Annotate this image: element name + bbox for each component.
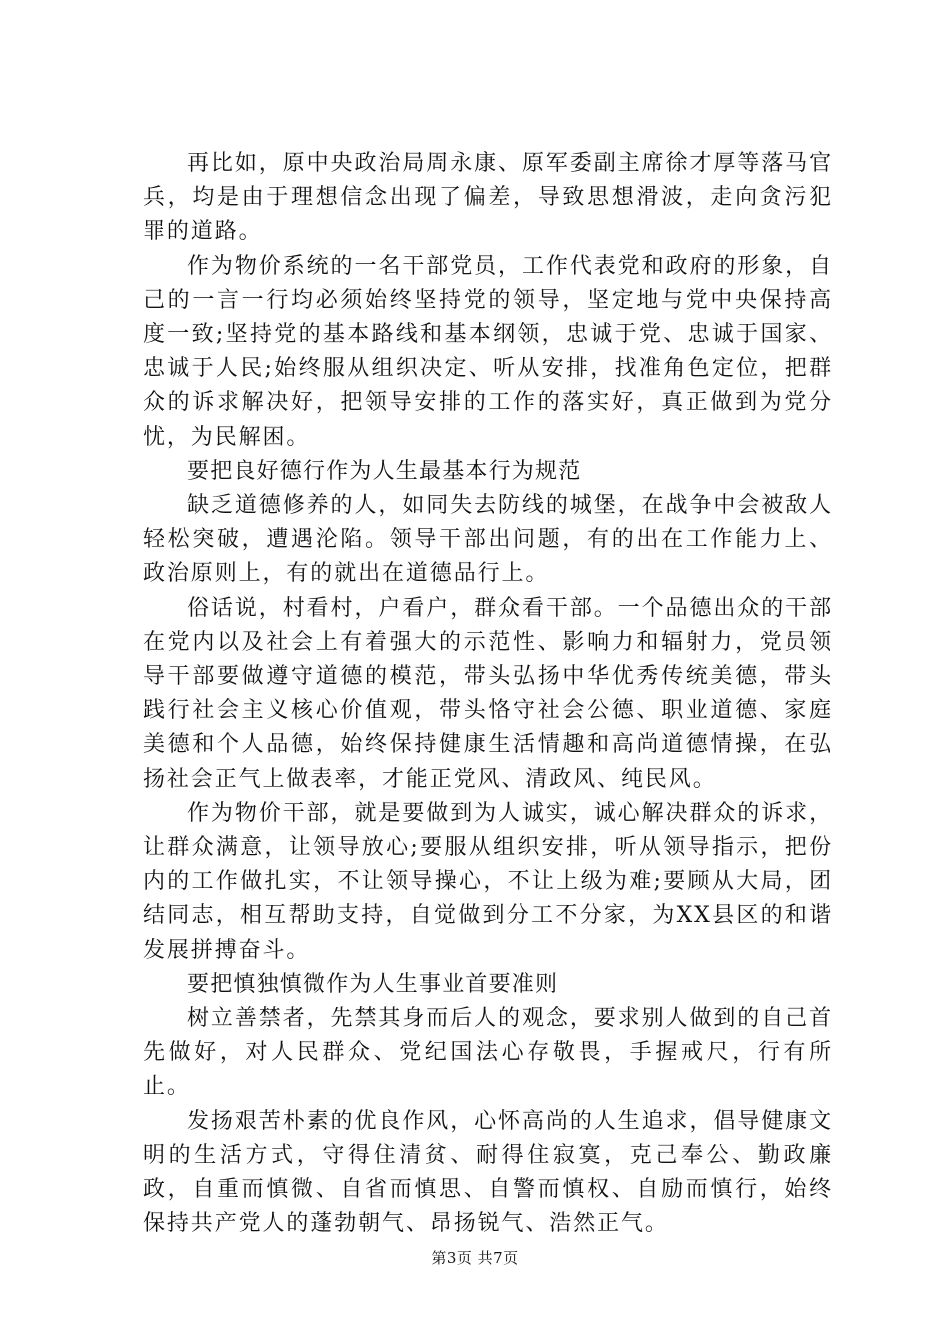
paragraph: 树立善禁者，先禁其身而后人的观念，要求别人做到的自己首先做好，对人民群众、党纪国法心存敬畏，手握戒尺，行有所止。 [143, 1006, 833, 1100]
section-heading: 要把良好德行作为人生最基本行为规范 [187, 458, 582, 484]
paragraph: 作为物价系统的一名干部党员，工作代表党和政府的形象，自己的一言一行均必须始终坚持党的领导，坚定地与党中央保持高度一致;坚持党的基本路线和基本纲领，忠诚于党、忠诚于国家、忠诚于人民;始终服从组织决定、听从安排，找准角色定位，把群众的诉求解决好，把领导安排的工作的落实好，真正做到为党分忧，为民解困。 [143, 253, 833, 450]
paragraph: 俗话说，村看村，户看户，群众看干部。一个品德出众的干部在党内以及社会上有着强大的示范性、影响力和辐射力，党员领导干部要做遵守道德的模范，带头弘扬中华优秀传统美德，带头践行社会主义核心价值观，带头恪守社会公德、职业道德、家庭美德和个人品德，始终保持健康生活情趣和高尚道德情操，在弘扬社会正气上做表率，才能正党风、清政风、纯民风。 [143, 595, 833, 792]
paragraph: 发扬艰苦朴素的优良作风，心怀高尚的人生追求，倡导健康文明的生活方式，守得住清贫、耐得住寂寞，克己奉公、勤政廉政，自重而慎微、自省而慎思、自警而慎权、自励而慎行，始终保持共产党人的蓬勃朝气、昂扬锐气、浩然正气。 [143, 1108, 833, 1237]
section-heading: 要把慎独慎微作为人生事业首要准则 [187, 971, 559, 997]
paragraph: 缺乏道德修养的人，如同失去防线的城堡，在战争中会被敌人轻松突破，遭遇沦陷。领导干部出问题，有的出在工作能力上、政治原则上，有的就出在道德品行上。 [143, 493, 833, 587]
document-body [143, 147, 833, 1242]
paragraph: 再比如，原中央政治局周永康、原军委副主席徐才厚等落马官兵，均是由于理想信念出现了偏差，导致思想滑波，走向贪污犯罪的道路。 [143, 151, 833, 245]
page-number-footer: 第3页 共7页 [431, 1249, 519, 1267]
paragraph: 作为物价干部，就是要做到为人诚实，诚心解决群众的诉求，让群众满意，让领导放心;要服从组织安排，听从领导指示，把份内的工作做扎实，不让领导操心，不让上级为难;要顾从大局，团结同志，相互帮助支持，自觉做到分工不分家，为XX县区的和谐发展拼搏奋斗。 [143, 800, 833, 963]
